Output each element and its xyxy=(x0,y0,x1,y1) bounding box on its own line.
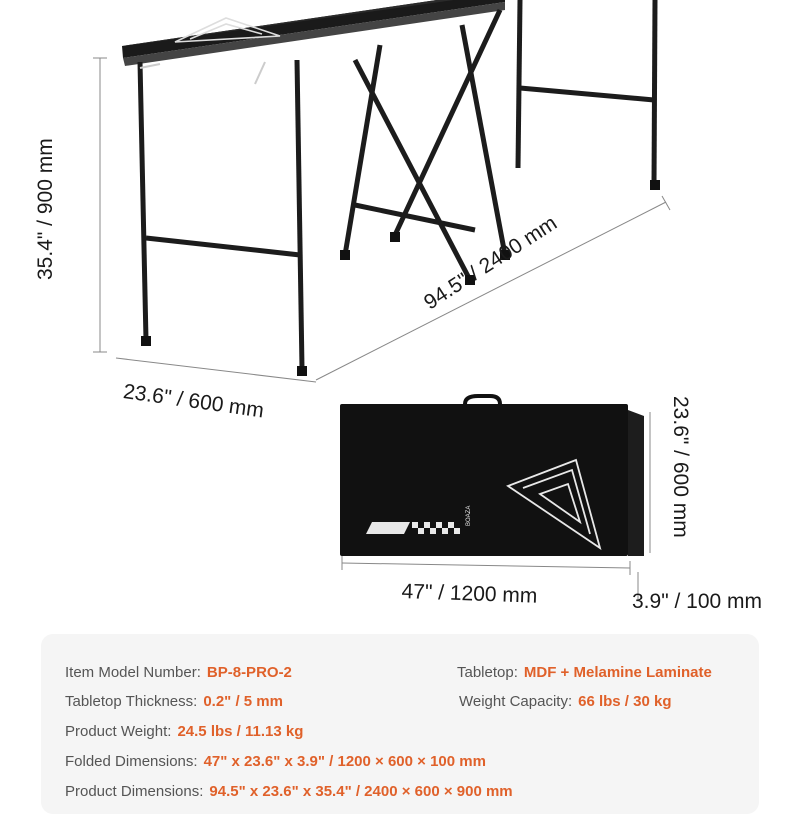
spec-product xyxy=(65,783,513,800)
spec-label: Item Model Number: xyxy=(65,664,201,681)
length-dimension: 94.5" / 2400 mm xyxy=(420,211,562,315)
spec-value: 24.5 lbs / 11.13 kg xyxy=(177,723,304,740)
spec-weight xyxy=(65,723,303,740)
spec-value: MDF + Melamine Laminate xyxy=(523,664,712,681)
spec-label: Weight Capacity: xyxy=(459,693,573,710)
spec-label: Tabletop Thickness: xyxy=(65,693,198,710)
spec-folded xyxy=(65,753,486,770)
spec-model xyxy=(65,664,292,681)
folded-table xyxy=(340,396,644,556)
spec-label: Product Weight: xyxy=(65,723,172,740)
spec-capacity xyxy=(459,693,672,710)
brand-mark: BOAZA xyxy=(466,505,472,526)
folded-width-dimension: 47" / 1200 mm xyxy=(401,580,538,608)
spec-label: Folded Dimensions: xyxy=(65,753,198,770)
folded-thickness-dimension: 3.9" / 100 mm xyxy=(632,590,763,613)
spec-label: Tabletop: xyxy=(457,664,518,681)
spec-value: 94.5" x 23.6" x 35.4" / 2400 × 600 × 900 mm xyxy=(209,783,513,800)
spec-tabletop xyxy=(457,664,712,681)
spec-label: Product Dimensions: xyxy=(65,783,204,800)
width-dimension: 23.6" / 600 mm xyxy=(121,380,266,423)
table-legs xyxy=(140,0,655,368)
open-table xyxy=(122,0,660,376)
spec-value: 66 lbs / 30 kg xyxy=(578,693,672,710)
spec-value: 0.2" / 5 mm xyxy=(203,693,283,710)
spec-thickness xyxy=(65,693,283,710)
spec-value: BP-8-PRO-2 xyxy=(206,664,292,681)
spec-value: 47" x 23.6" x 3.9" / 1200 × 600 × 100 mm xyxy=(203,753,486,770)
specs-panel xyxy=(41,634,759,814)
carry-handle-icon xyxy=(465,396,500,404)
tabletop xyxy=(122,0,505,58)
